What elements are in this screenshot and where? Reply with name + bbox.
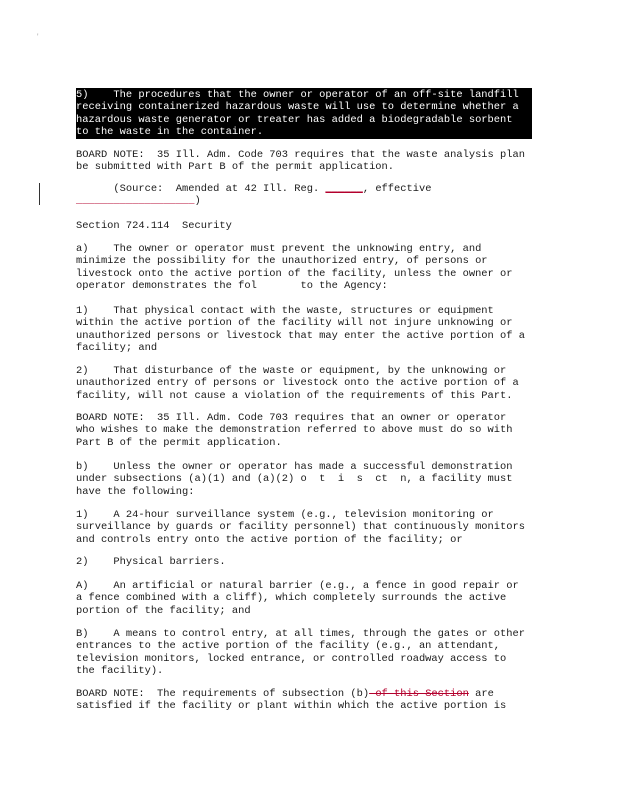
- text-line: satisfied if the facility or plant within which the active portion is: [76, 700, 507, 713]
- board-note-waste-analysis: [76, 149, 546, 174]
- text-line: be submitted with Part B of the permit application.: [76, 161, 395, 174]
- deleted-text: of this Section: [369, 688, 469, 700]
- paragraph-b2-A: [76, 580, 546, 617]
- paragraph-a1: [76, 305, 546, 355]
- text-line: 2) That disturbance of the waste or equipment, by the unknowing or: [76, 365, 507, 377]
- text-line: operator demonstrates the fol to the Agency:: [76, 280, 388, 293]
- text-line: receiving containerized hazardous waste will use to determine whether a: [76, 101, 519, 114]
- revision-margin-bar: [39, 183, 40, 205]
- text-line: livestock onto the active portion of the facility, unless the owner or: [76, 267, 513, 280]
- text-line: BOARD NOTE: 35 Ill. Adm. Code 703 requires that the waste analysis plan: [76, 149, 525, 161]
- text-line: within the active portion of the facility will not injure unknowing or: [76, 317, 513, 330]
- text-line: 5) The procedures that the owner or operator of an off-site landfill: [76, 89, 519, 101]
- board-note-demonstration: [76, 412, 546, 449]
- text-line: entrances to the active portion of the facility (e.g., an attendant,: [76, 640, 501, 653]
- board-note-subsection-b: [76, 688, 546, 713]
- text-line: B) A means to control entry, at all times, through the gates or other: [76, 628, 525, 640]
- text-line: the facility).: [76, 665, 164, 678]
- text-line: facility, will not cause a violation of the requirements of this Part.: [76, 389, 513, 402]
- paragraph-a2: [76, 365, 546, 402]
- paragraph-b1: [76, 509, 546, 546]
- text-line: who wishes to make the demonstration referred to above must do so with: [76, 424, 513, 437]
- text-line: to the waste in the container.: [76, 125, 264, 138]
- text-line: have the following:: [76, 485, 195, 498]
- text-line: unauthorized entry of persons or livestock onto the active portion of a: [76, 377, 519, 390]
- text-line: BOARD NOTE: 35 Ill. Adm. Code 703 requires that an owner or operator: [76, 412, 507, 424]
- section-heading: Section 724.114 Security: [76, 220, 232, 232]
- source-close: ): [194, 195, 201, 208]
- text-line: television monitors, locked entrance, or controlled roadway access to: [76, 652, 507, 665]
- text-line: a fence combined with a cliff), which completely surrounds the active: [76, 592, 507, 605]
- paragraph-b2-B: [76, 628, 546, 678]
- paragraph-a: [76, 243, 546, 293]
- text-line: facility; and: [76, 342, 158, 355]
- text-line: b) Unless the owner or operator has made a successful demonstration: [76, 461, 513, 473]
- paragraph-b2: 2) Physical barriers.: [76, 556, 226, 568]
- text-line: under subsections (a)(1) and (a)(2) o t i s ct n, a facility must: [76, 473, 513, 486]
- text-line: A) An artificial or natural barrier (e.g., a fence in good repair or: [76, 580, 519, 592]
- text-line: 1) That physical contact with the waste, structures or equipment: [76, 305, 494, 317]
- effective-date-blank: ___________________: [76, 195, 195, 208]
- register-blank: ______: [325, 183, 363, 195]
- text-line: portion of the facility; and: [76, 604, 251, 617]
- text-line: a) The owner or operator must prevent the unknowing entry, and: [76, 243, 482, 255]
- highlighted-paragraph-5: [76, 88, 532, 139]
- text-line: 1) A 24-hour surveillance system (e.g., television monitoring or: [76, 509, 494, 521]
- corner-mark: ': [36, 33, 40, 40]
- source-citation: [76, 183, 546, 208]
- text-line: unauthorized persons or livestock that may enter the active portion of a: [76, 329, 525, 342]
- text-line: hazardous waste generator or treater has added a biodegradable sorbent: [76, 113, 513, 126]
- text-line: surveillance by guards or facility personnel) that continuously monitors: [76, 521, 525, 534]
- note-suffix: are: [468, 688, 494, 700]
- text-line: minimize the possibility for the unauthorized entry, of persons or: [76, 255, 488, 268]
- text-line: Part B of the permit application.: [76, 436, 282, 449]
- paragraph-b: [76, 461, 546, 498]
- text-line: and controls entry onto the active portion of the facility; or: [76, 533, 463, 546]
- source-prefix: (Source: Amended at 42 Ill. Reg.: [76, 183, 326, 195]
- source-effective: , effective: [362, 183, 432, 195]
- note-prefix: BOARD NOTE: The requirements of subsection (b): [76, 688, 370, 700]
